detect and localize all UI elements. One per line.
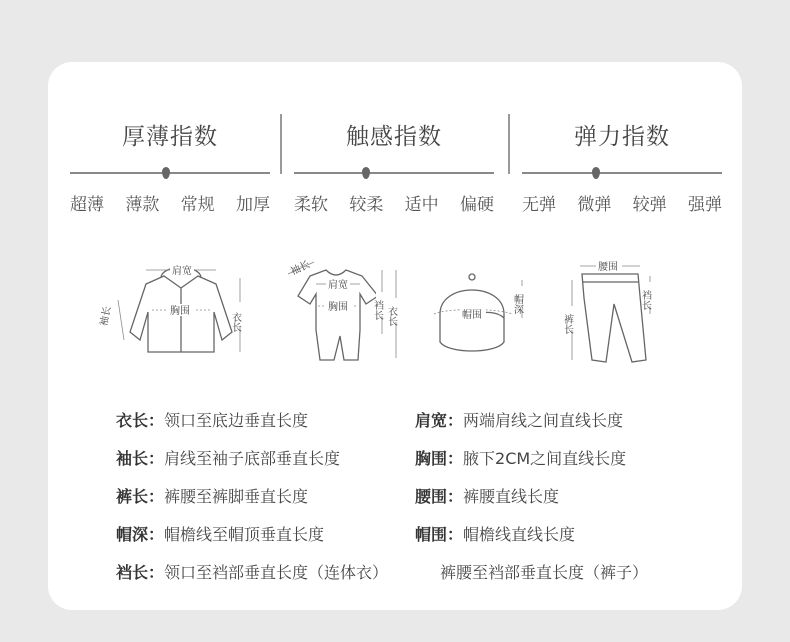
def-chest: 胸围：腋下2CM之间直线长度 [415,449,627,468]
def-shoulder: 肩宽：两端肩线之间直线长度 [415,411,624,430]
softness-title: 触感指数 [346,124,442,150]
cap-icon [426,262,536,362]
size-guide-card [48,62,742,610]
elasticity-title: 弹力指数 [574,124,670,150]
jacket-sleeve-label: 袖长 [98,305,114,328]
thickness-label-1: 超薄 [70,195,104,215]
romper-chest-label: 胸围 [328,302,348,313]
jacket-icon [98,252,256,362]
romper-sleeve-label: 袖长 [289,259,312,278]
thickness-marker [162,167,170,179]
jacket-chest-label: 胸围 [170,306,190,317]
romper-icon [270,250,420,365]
softness-label-3: 适中 [404,195,439,215]
elasticity-line [522,172,722,174]
def-sleeve: 袖长：肩线至袖子底部垂直长度 [116,449,341,468]
pants-waist-label: 腰围 [598,262,618,273]
softness-label-4: 偏硬 [459,195,494,215]
romper-shoulder-label: 肩宽 [328,280,348,291]
softness-marker [362,167,370,179]
elasticity-label-4: 强弹 [687,195,722,215]
jacket-diagram [98,252,256,366]
softness-label-1: 柔软 [294,195,328,215]
cap-diagram [426,262,536,366]
divider-1 [280,114,282,174]
thickness-title: 厚薄指数 [122,124,218,150]
romper-crotch-label: 裆长 [371,300,383,320]
romper-diagram [270,250,420,369]
def-cap-circ: 帽围：帽檐线直线长度 [415,525,576,544]
thickness-label-2: 薄款 [125,195,160,215]
thickness-label-3: 常规 [180,195,215,215]
def-length: 衣长：领口至底边垂直长度 [116,411,309,430]
pants-diagram [552,256,662,370]
cap-circumference-label: 帽围 [462,310,482,321]
jacket-length-label: 衣长 [229,312,241,332]
thickness-label-4: 加厚 [235,195,270,215]
elasticity-marker [592,167,600,179]
def-waist: 腰围：裤腰直线长度 [415,487,560,506]
cap-depth-label: 帽深 [511,294,523,314]
pants-length-label: 裤长 [561,314,573,334]
elasticity-label-2: 微弹 [577,195,612,215]
thickness-line [70,172,270,174]
elasticity-label-3: 较弹 [632,195,667,215]
elasticity-label-1: 无弹 [522,195,556,215]
def-crotch-romper: 裆长：领口至裆部垂直长度（连体衣） [116,563,389,582]
softness-line [294,172,494,174]
jacket-shoulder-label: 肩宽 [172,266,192,277]
divider-2 [508,114,510,174]
pants-icon [552,256,662,366]
pants-crotch-label: 裆长 [639,290,651,310]
def-crotch-pants: 裤腰至裆部垂直长度（裤子） [440,563,649,582]
softness-label-2: 较柔 [349,195,384,215]
romper-length-label: 衣长 [385,306,397,326]
def-pants-length: 裤长：裤腰至裤脚垂直长度 [116,487,309,506]
def-cap-depth: 帽深：帽檐线至帽顶垂直长度 [116,525,325,544]
